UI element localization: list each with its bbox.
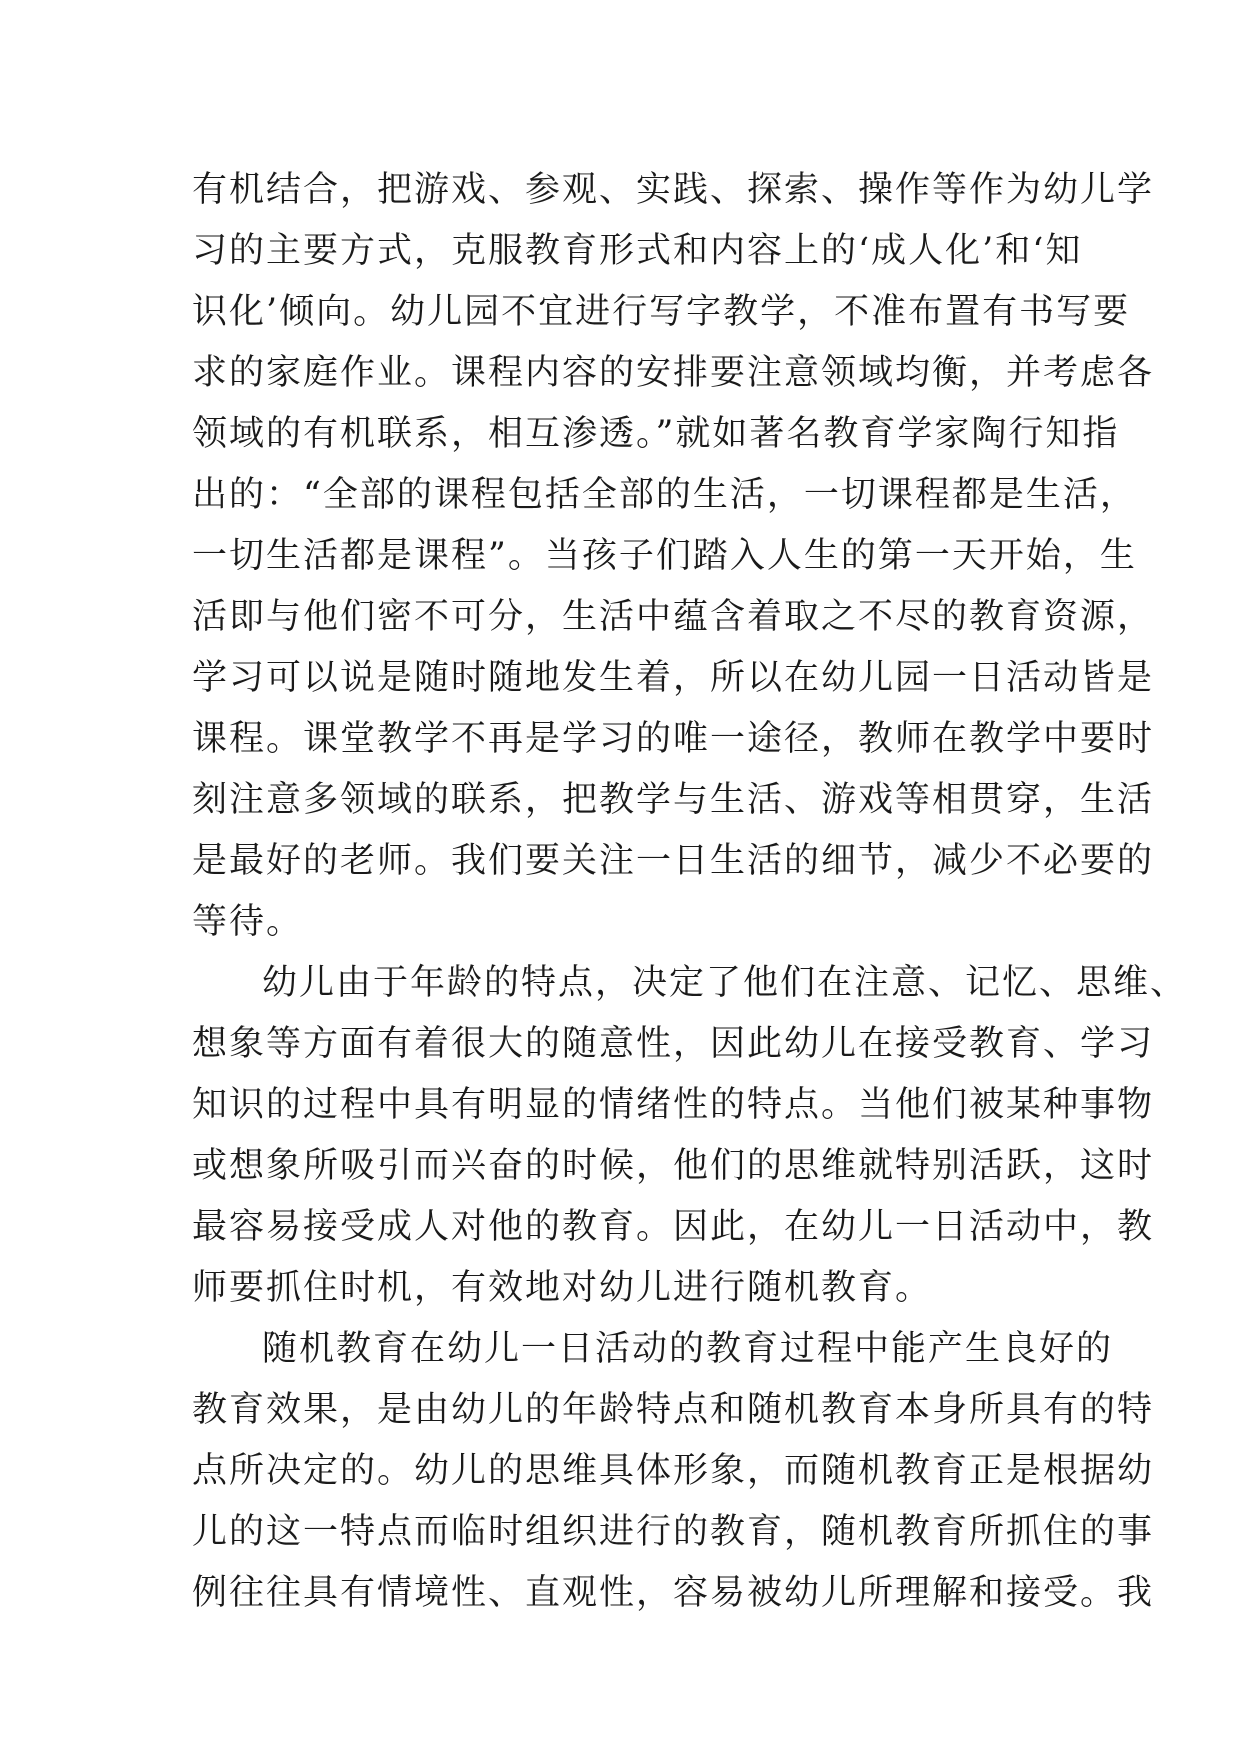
text-line: 等待。: [192, 902, 304, 942]
text-line: 是最好的老师。我们要关注一日生活的细节，减少不必要的: [192, 841, 1155, 881]
paragraph: [192, 953, 1188, 1319]
text-line: 出的：“全部的课程包括全部的生活，一切课程都是生活，: [192, 475, 1137, 515]
text-line: 点所决定的。幼儿的思维具体形象，而随机教育正是根据幼: [192, 1451, 1155, 1491]
text-line: 师要抓住时机，有效地对幼儿进行随机教育。: [192, 1268, 933, 1308]
text-line: 儿的这一特点而临时组织进行的教育，随机教育所抓住的事: [192, 1512, 1155, 1552]
text-line: 随机教育在幼儿一日活动的教育过程中能产生良好的: [262, 1329, 1114, 1369]
text-line: 或想象所吸引而兴奋的时候，他们的思维就特别活跃，这时: [192, 1146, 1155, 1186]
text-line: 一切生活都是课程”。当孩子们踏入人生的第一天开始，生: [192, 536, 1137, 576]
text-line: 领域的有机联系，相互渗透。”就如著名教育学家陶行知指: [192, 414, 1120, 454]
text-line: 课程。课堂教学不再是学习的唯一途径，教师在教学中要时: [192, 719, 1155, 759]
text-line: 识化’倾向。幼儿园不宜进行写字教学，不准布置有书写要: [192, 292, 1131, 332]
text-line: 求的家庭作业。课程内容的安排要注意领域均衡，并考虑各: [192, 353, 1155, 393]
paragraph: [192, 1319, 1155, 1624]
body-text: [192, 160, 1188, 1624]
text-line: 教育效果，是由幼儿的年龄特点和随机教育本身所具有的特: [192, 1390, 1155, 1430]
text-line: 最容易接受成人对他的教育。因此，在幼儿一日活动中，教: [192, 1207, 1155, 1247]
text-line: 刻注意多领域的联系，把教学与生活、游戏等相贯穿，生活: [192, 780, 1155, 820]
text-line: 知识的过程中具有明显的情绪性的特点。当他们被某种事物: [192, 1085, 1155, 1125]
text-line: 例往往具有情境性、直观性，容易被幼儿所理解和接受。我: [192, 1573, 1155, 1613]
text-line: 习的主要方式，克服教育形式和内容上的‘成人化’和‘知: [192, 231, 1083, 271]
text-line: 学习可以说是随时随地发生着，所以在幼儿园一日活动皆是: [192, 658, 1155, 698]
text-line: 活即与他们密不可分，生活中蕴含着取之不尽的教育资源，: [192, 597, 1155, 637]
paragraph: [192, 160, 1155, 953]
text-line: 有机结合，把游戏、参观、实践、探索、操作等作为幼儿学: [192, 170, 1155, 210]
text-line: 幼儿由于年龄的特点，决定了他们在注意、记忆、思维、: [262, 963, 1188, 1003]
text-line: 想象等方面有着很大的随意性，因此幼儿在接受教育、学习: [192, 1024, 1155, 1064]
